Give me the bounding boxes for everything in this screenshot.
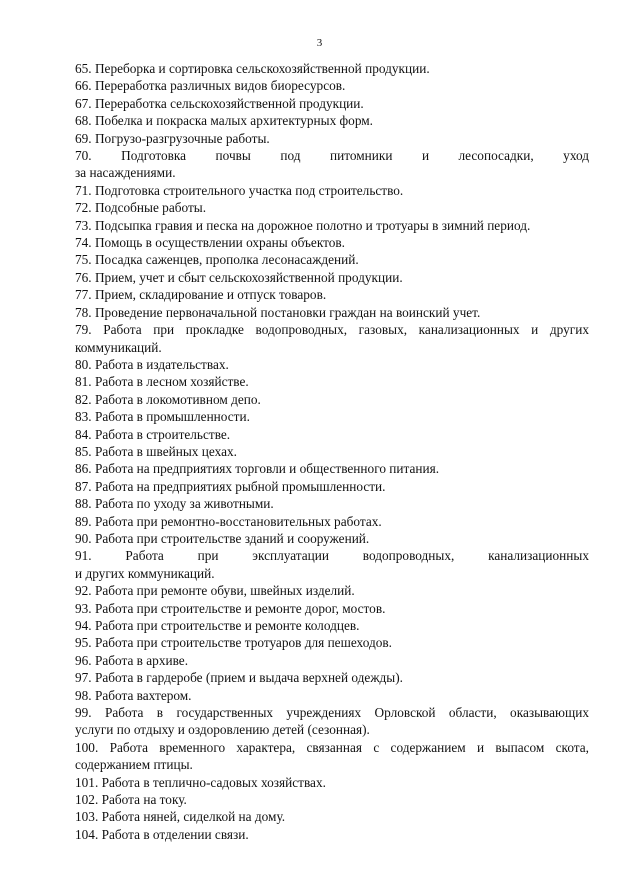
list-item-text: 66. Переработка различных видов биоресурсов. <box>75 78 346 94</box>
list-item-line: 79. Работа при прокладке водопроводных, газовых, канализационных и других <box>75 322 589 338</box>
job-list <box>75 60 589 843</box>
list-item-text: 77. Прием, складирование и отпуск товаров. <box>75 287 327 303</box>
list-item-text: 104. Работа в отделении связи. <box>75 826 249 842</box>
list-item-text: 90. Работа при строительстве зданий и сооружений. <box>75 530 370 546</box>
list-item <box>75 600 589 617</box>
list-item-text: 92. Работа при ремонте обуви, швейных изделий. <box>75 583 355 599</box>
list-item <box>75 373 589 390</box>
list-item <box>75 808 589 825</box>
list-item-text: 65. Переборка и сортировка сельскохозяйственной продукции. <box>75 61 430 76</box>
list-item-text: 69. Погрузо-разгрузочные работы. <box>75 130 270 146</box>
list-item <box>75 826 589 843</box>
page-number: 3 <box>316 37 323 49</box>
list-item <box>75 478 589 495</box>
list-item <box>75 617 589 634</box>
list-item <box>75 443 589 460</box>
list-item-text: 71. Подготовка строительного участка под строительство. <box>75 182 404 198</box>
list-item <box>75 77 589 94</box>
list-item-text: 87. Работа на предприятиях рыбной промышленности. <box>75 478 386 494</box>
list-item-text: 95. Работа при строительстве тротуаров для пешеходов. <box>75 635 392 651</box>
list-item-text: 67. Переработка сельскохозяйственной продукции. <box>75 95 364 111</box>
list-item <box>75 739 589 774</box>
list-item-text: 96. Работа в архиве. <box>75 652 189 668</box>
list-item-text: 83. Работа в промышленности. <box>75 409 250 425</box>
list-item <box>75 251 589 268</box>
list-item-text: 68. Побелка и покраска малых архитектурных форм. <box>75 113 374 129</box>
list-item-line: за насаждениями. <box>75 165 176 181</box>
list-item-text: 98. Работа вахтером. <box>75 687 192 703</box>
list-item <box>75 652 589 669</box>
list-item <box>75 269 589 286</box>
list-item <box>75 356 589 373</box>
list-item <box>75 286 589 303</box>
list-item <box>75 182 589 199</box>
list-item <box>75 95 589 112</box>
list-item <box>75 687 589 704</box>
list-item-text: 88. Работа по уходу за животными. <box>75 496 274 512</box>
list-item <box>75 669 589 686</box>
list-item-text: 78. Проведение первоначальной постановки граждан на воинский учет. <box>75 304 481 320</box>
list-item <box>75 791 589 808</box>
list-item-text: 97. Работа в гардеробе (прием и выдача верхней одежды). <box>75 670 403 686</box>
list-item <box>75 634 589 651</box>
list-item <box>75 408 589 425</box>
list-item-text: 80. Работа в издательствах. <box>75 356 229 372</box>
list-item-text: 75. Посадка саженцев, прополка лесонасаждений. <box>75 252 359 268</box>
list-item-text: 86. Работа на предприятиях торговли и общественного питания. <box>75 461 440 477</box>
list-item-text: 85. Работа в швейных цехах. <box>75 443 237 459</box>
list-item <box>75 199 589 216</box>
list-item-line: 100. Работа временного характера, связанная с содержанием и выпасом скота, <box>75 739 589 755</box>
list-item-line: 99. Работа в государственных учреждениях Орловской области, оказывающих <box>75 705 589 721</box>
list-item-text: 102. Работа на току. <box>75 792 187 808</box>
list-item-line: коммуникаций. <box>75 339 162 355</box>
list-item-line: 70. Подготовка почвы под питомники и лесопосадки, уход <box>75 148 589 164</box>
list-item <box>75 60 589 77</box>
list-item <box>75 704 589 739</box>
list-item-text: 72. Подсобные работы. <box>75 200 207 216</box>
list-item <box>75 321 589 356</box>
list-item-line: услуги по отдыху и оздоровлению детей (сезонная). <box>75 722 370 738</box>
list-item <box>75 495 589 512</box>
list-item <box>75 547 589 582</box>
list-item <box>75 234 589 251</box>
list-item-line: 91. Работа при эксплуатации водопроводных, канализационных <box>75 548 589 564</box>
list-item <box>75 130 589 147</box>
list-item-text: 103. Работа няней, сиделкой на дому. <box>75 809 286 825</box>
list-item-text: 76. Прием, учет и сбыт сельскохозяйственной продукции. <box>75 269 403 285</box>
list-item <box>75 460 589 477</box>
list-item-text: 93. Работа при строительстве и ремонте дорог, мостов. <box>75 600 386 616</box>
list-item-text: 74. Помощь в осуществлении охраны объектов. <box>75 235 346 251</box>
list-item-line: и других коммуникаций. <box>75 565 215 581</box>
list-item <box>75 582 589 599</box>
list-item-text: 82. Работа в локомотивном депо. <box>75 391 261 407</box>
list-item <box>75 426 589 443</box>
list-item-text: 84. Работа в строительстве. <box>75 426 231 442</box>
list-item <box>75 530 589 547</box>
list-item-text: 73. Подсыпка гравия и песка на дорожное полотно и тротуары в зимний период. <box>75 217 531 233</box>
list-item <box>75 147 589 182</box>
list-item-line: содержанием птицы. <box>75 757 193 773</box>
list-item <box>75 217 589 234</box>
list-item-text: 81. Работа в лесном хозяйстве. <box>75 374 249 390</box>
list-item <box>75 304 589 321</box>
list-item <box>75 774 589 791</box>
list-item-text: 94. Работа при строительстве и ремонте колодцев. <box>75 618 360 633</box>
list-item <box>75 391 589 408</box>
list-item-text: 101. Работа в теплично-садовых хозяйствах. <box>75 774 326 790</box>
list-item <box>75 513 589 530</box>
list-item-text: 89. Работа при ремонтно-восстановительных работах. <box>75 513 382 529</box>
list-item <box>75 112 589 129</box>
